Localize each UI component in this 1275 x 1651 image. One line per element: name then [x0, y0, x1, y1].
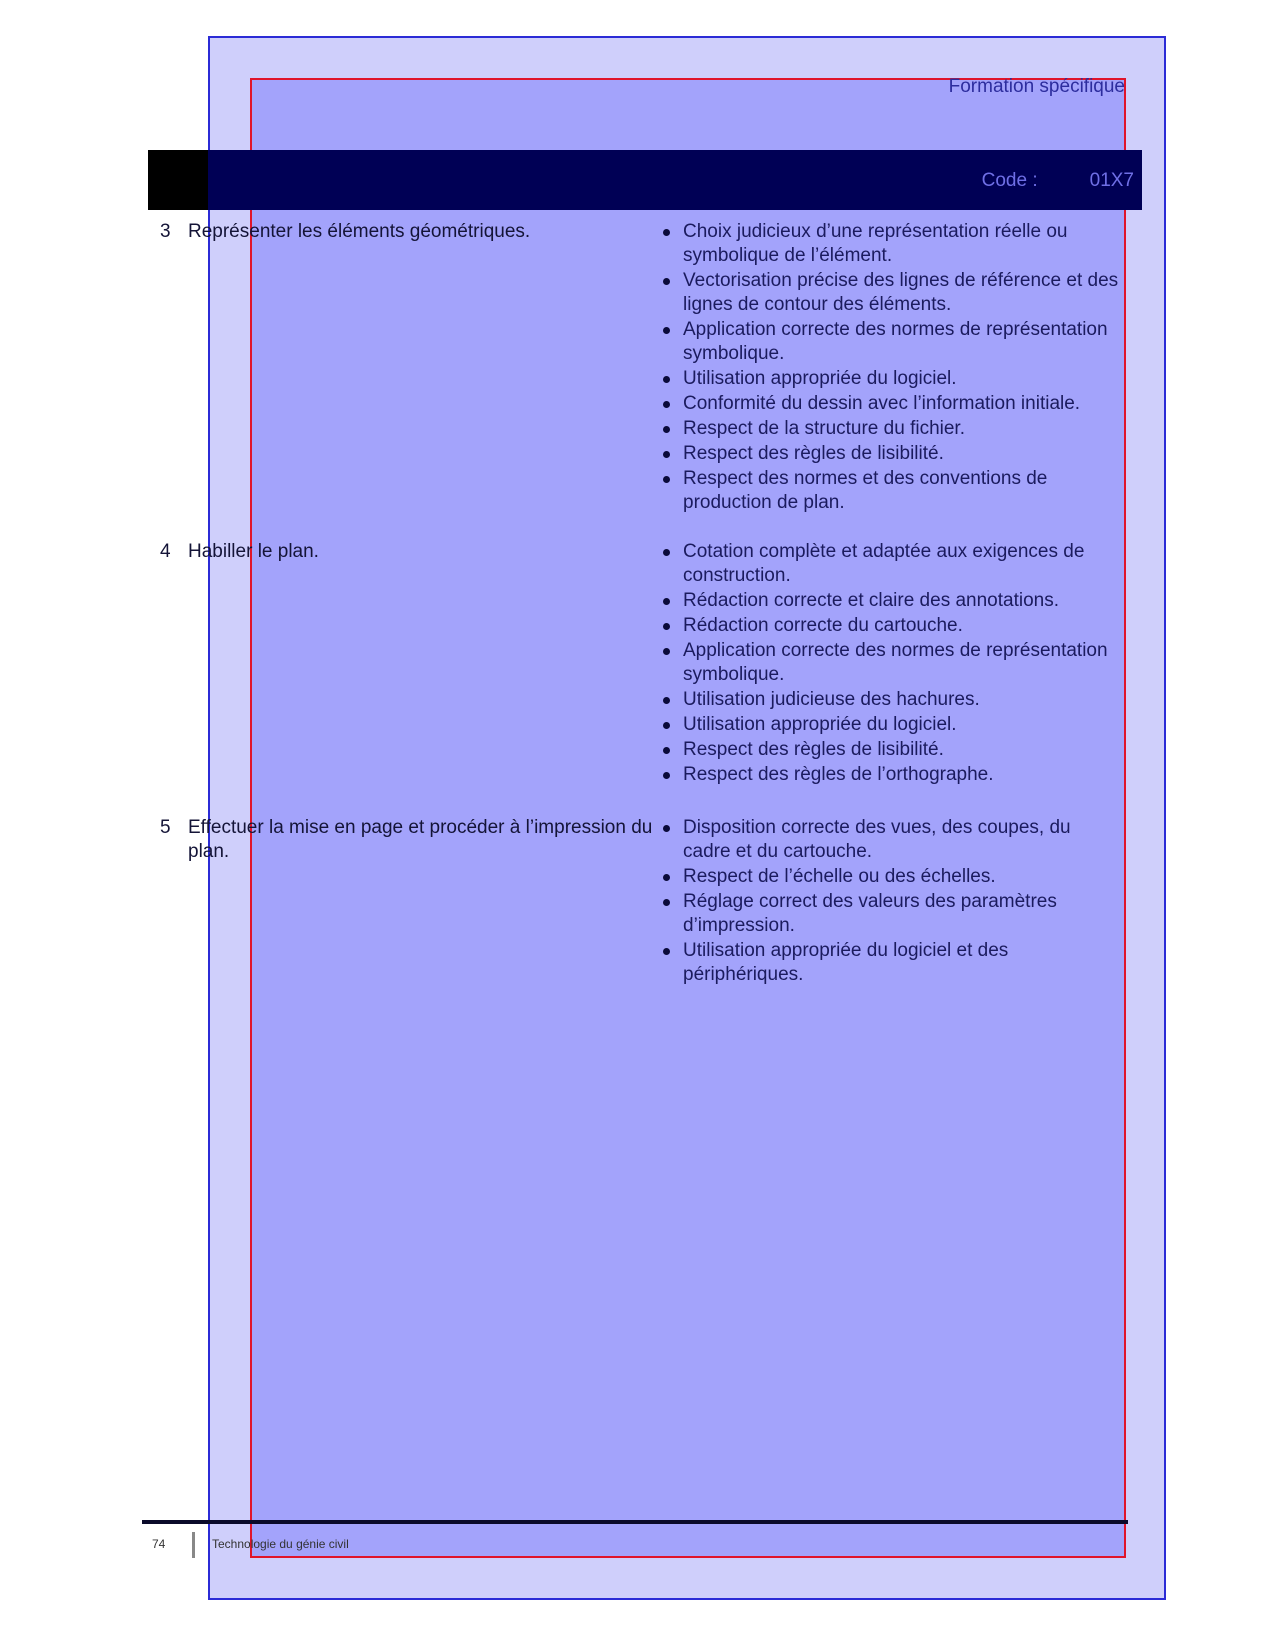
criteria-list: [660, 220, 1120, 516]
bullet-icon: [663, 549, 670, 556]
criterion-item: Utilisation appropriée du logiciel.: [660, 367, 1120, 391]
section-title-text: Représenter les éléments géométriques.: [188, 221, 531, 242]
criterion-item: Respect de la structure du fichier.: [660, 417, 1120, 441]
bullet-icon: [663, 874, 670, 881]
running-title: Formation spécifique: [948, 76, 1125, 97]
bullet-icon: [663, 229, 670, 236]
section-title-text: Habiller le plan.: [188, 541, 319, 562]
criterion-item: Utilisation judicieuse des hachures.: [660, 688, 1120, 712]
bullet-icon: [663, 426, 670, 433]
bullet-icon: [663, 278, 670, 285]
bullet-icon: [663, 451, 670, 458]
criterion-item: Respect de l’échelle ou des échelles.: [660, 865, 1120, 889]
criterion-item: Réglage correct des valeurs des paramètres d’impression.: [660, 890, 1120, 938]
bullet-icon: [663, 697, 670, 704]
footer-separator: [192, 1532, 195, 1558]
banner-tab: [148, 150, 208, 210]
section-number: 5: [160, 817, 171, 838]
criterion-item: Utilisation appropriée du logiciel.: [660, 713, 1120, 737]
section-number: 4: [160, 541, 171, 562]
page-number: 74: [152, 1537, 166, 1551]
section-title: [160, 220, 688, 244]
criterion-item: Application correcte des normes de représentation symbolique.: [660, 318, 1120, 366]
code-label: Code :: [981, 170, 1038, 191]
criterion-item: Respect des règles de lisibilité.: [660, 738, 1120, 762]
code-banner: [148, 150, 1142, 210]
criteria-list: [660, 816, 1120, 988]
bullet-icon: [663, 825, 670, 832]
criterion-item: Conformité du dessin avec l’information initiale.: [660, 392, 1120, 416]
section-title: [160, 816, 688, 864]
bullet-icon: [663, 598, 670, 605]
bullet-icon: [663, 948, 670, 955]
criterion-item: Respect des normes et des conventions de production de plan.: [660, 467, 1120, 515]
bullet-icon: [663, 623, 670, 630]
code-value: 01X7: [1089, 170, 1134, 191]
bullet-icon: [663, 899, 670, 906]
criteria-list: [660, 540, 1120, 788]
criterion-item: Rédaction correcte et claire des annotations.: [660, 589, 1120, 613]
criterion-item: Respect des règles de l’orthographe.: [660, 763, 1120, 787]
criterion-item: Choix judicieux d’une représentation réelle ou symbolique de l’élément.: [660, 220, 1120, 268]
section-title-text: Effectuer la mise en page et procéder à l’impression du plan.: [188, 817, 653, 862]
bullet-icon: [663, 772, 670, 779]
section-number: 3: [160, 221, 171, 242]
criterion-item: Vectorisation précise des lignes de référence et des lignes de contour des éléments.: [660, 269, 1120, 317]
criterion-item: Rédaction correcte du cartouche.: [660, 614, 1120, 638]
bullet-icon: [663, 476, 670, 483]
section-title: [160, 540, 688, 564]
criterion-item: Respect des règles de lisibilité.: [660, 442, 1120, 466]
criterion-item: Cotation complète et adaptée aux exigences de construction.: [660, 540, 1120, 588]
bullet-icon: [663, 401, 670, 408]
bullet-icon: [663, 327, 670, 334]
footer-program-title: Technologie du génie civil: [212, 1537, 349, 1551]
bullet-icon: [663, 648, 670, 655]
footer-rule: [142, 1520, 1128, 1524]
bullet-icon: [663, 376, 670, 383]
bullet-icon: [663, 747, 670, 754]
criterion-item: Application correcte des normes de représentation symbolique.: [660, 639, 1120, 687]
criterion-item: Utilisation appropriée du logiciel et des périphériques.: [660, 939, 1120, 987]
criterion-item: Disposition correcte des vues, des coupes, du cadre et du cartouche.: [660, 816, 1120, 864]
competency-code: [982, 170, 1134, 192]
bullet-icon: [663, 722, 670, 729]
